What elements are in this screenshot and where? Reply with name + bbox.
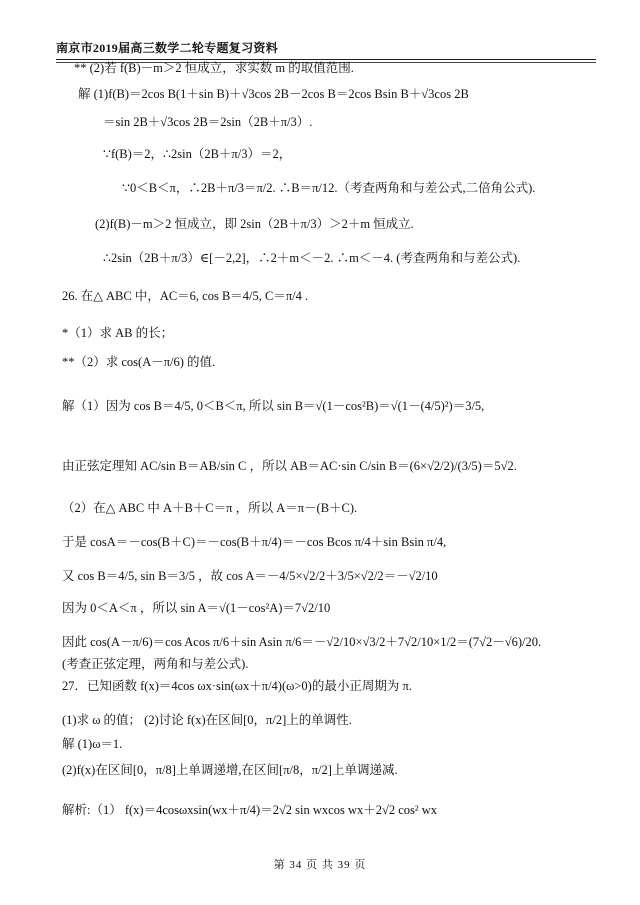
text-line: 解 (1)f(B)＝2cos B(1＋sin B)＋√3cos 2B－2cos B＝2cos Bsin B＋√3cos 2B [78,87,469,101]
text-line: 解（1）因为 cos B＝4/5, 0＜B＜π, 所以 sin B＝√(1－cos²B)＝√(1－(4/5)²)＝3/5, [62,399,485,413]
text-line: ∵f(B)＝2，∴2sin（2B＋π/3）＝2， [103,147,292,161]
page-footer: 第 34 页 共 39 页 [273,859,367,871]
text-line: 由正弦定理知 AC/sin B＝AB/sin C ，所以 AB＝AC·sin C/sin B＝(6×√2/2)/(3/5)＝5√2. [62,459,517,473]
text-line: 26. 在△ ABC 中，AC＝6, cos B＝4/5, C＝π/4 . [62,289,309,303]
text-line: (2)f(B)－m＞2 恒成立，即 2sin（2B＋π/3）＞2＋m 恒成立. [95,217,414,231]
text-line: (2)f(x)在区间[0，π/8]上单调递增,在区间[π/8，π/2]上单调递减. [62,763,398,777]
text-line: 因为 0＜A＜π ，所以 sin A＝√(1－cos²A)＝7√2/10 [62,601,331,615]
text-line: (考查正弦定理，两角和与差公式). [62,657,249,671]
text-line: (1)求 ω 的值； (2)讨论 f(x)在区间[0，π/2]上的单调性. [62,713,352,727]
text-line: 又 cos B＝4/5, sin B＝3/5 ，故 cos A＝－4/5×√2/2＋3/5×√2/2＝－√2/10 [62,569,438,583]
text-line: 于是 cosA＝－cos(B＋C)＝－cos(B＋π/4)＝－cos Bcos π/4＋sin Bsin π/4, [62,535,447,549]
text-line: 解 (1)ω＝1. [62,737,123,751]
text-line: ** (2)若 f(B)－m＞2 恒成立，求实数 m 的取值范围. [74,61,354,75]
text-line: *（1）求 AB 的长； [62,326,174,340]
text-line: 因此 cos(A－π/6)＝cos Acos π/6＋sin Asin π/6＝－√2/10×√3/2＋7√2/10×1/2＝(7√2－√6)/20. [62,635,542,649]
text-line: ＝sin 2B＋√3cos 2B＝2sin（2B＋π/3）. [103,115,313,129]
text-line: **（2）求 cos(A－π/6) 的值. [62,355,216,369]
text-line: （2）在△ ABC 中 A＋B＋C＝π ，所以 A＝π－(B＋C). [62,501,358,515]
text-line: 解析:（1） f(x)＝4cosωxsin(wx＋π/4)＝2√2 sin wxcos wx＋2√2 cos² wx [62,803,438,817]
text-line: ∵0＜B＜π，∴2B＋π/3＝π/2. ∴B＝π/12.（考查两角和与差公式,二倍角公式). [122,181,536,195]
text-line: 27．已知函数 f(x)＝4cos ωx·sin(ωx＋π/4)(ω>0)的最小正周期为 π. [62,679,412,693]
text-line: ∴2sin（2B＋π/3）∈[－2,2]，∴2＋m＜－2. ∴m＜－4. (考查两角和与差公式). [103,251,521,265]
page-header: 南京市2019届高三数学二轮专题复习资料 [56,39,596,60]
